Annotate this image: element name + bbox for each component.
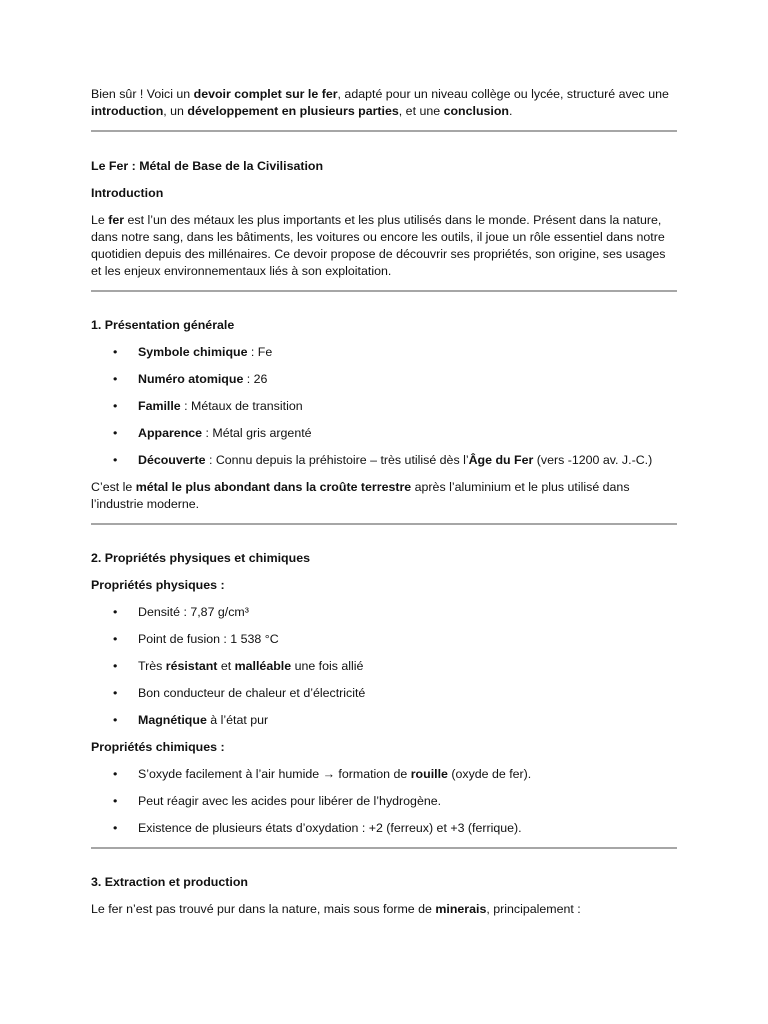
bold-run: développement en plusieurs parties <box>187 104 399 118</box>
item-value: : Connu depuis la préhistoire – très utilisé dès l’ <box>205 453 469 467</box>
text-run: à l’état pur <box>206 713 269 727</box>
text-run: Très <box>138 659 166 673</box>
horizontal-rule <box>91 130 677 132</box>
text-run: C’est le <box>91 480 136 494</box>
section2-heading <box>91 550 677 567</box>
list-item <box>91 371 677 388</box>
text-run: , adapté pour un niveau collège ou lycée, structuré avec une <box>337 87 669 101</box>
text-run: une fois allié <box>291 659 364 673</box>
heading-text: 2. Propriétés physiques et chimiques <box>91 551 310 565</box>
text-run: S’oxyde facilement à l’air humide <box>138 767 323 781</box>
title-text: Le Fer : Métal de Base de la Civilisation <box>91 159 324 173</box>
text-run: , et une <box>398 104 444 118</box>
bold-run: devoir complet sur le fer <box>193 87 338 101</box>
bold-run: malléable <box>234 659 292 673</box>
item-value: : Fe <box>247 345 273 359</box>
bold-run: rouille <box>410 767 448 781</box>
item-value: : Métal gris argenté <box>202 426 312 440</box>
item-value: (vers -1200 av. J.-C.) <box>533 453 653 467</box>
item-label: Symbole chimique <box>138 345 248 359</box>
bold-run: résistant <box>165 659 218 673</box>
text-run: après l’aluminium et le plus utilisé dans l’industrie moderne. <box>91 480 630 511</box>
bold-run: Magnétique <box>138 713 207 727</box>
heading-text: 1. Présentation générale <box>91 318 235 332</box>
heading-text: Propriétés physiques : <box>91 578 225 592</box>
list-item: • Peut réagir avec les acides pour libérer de l’hydrogène. <box>91 793 677 810</box>
section1-heading <box>91 317 677 334</box>
document-body <box>91 86 677 918</box>
item-label: Découverte <box>138 453 206 467</box>
text-run: . <box>508 104 513 118</box>
section3-paragraph <box>91 901 677 918</box>
item-label: Famille <box>138 399 181 413</box>
horizontal-rule <box>91 847 677 849</box>
list-item <box>91 766 677 783</box>
list-item <box>91 344 677 361</box>
heading-text: 3. Extraction et production <box>91 875 248 889</box>
text-run: , un <box>163 104 188 118</box>
text-run: Le fer n’est pas trouvé pur dans la nature, mais sous forme de <box>91 902 436 916</box>
text-run: formation de <box>334 767 411 781</box>
item-label: Numéro atomique <box>138 372 244 386</box>
list-item: • Point de fusion : 1 538 °C <box>91 631 677 648</box>
text-run: est l’un des métaux les plus importants et les plus utilisés dans le monde. Présent dans la nature, dans notre sang, dans les bâtiments, les voitures ou encore les outils, il joue un rôle essentiel dans notre quotidien depuis des millénaires. Ce devoir propose de découvrir ses propriétés, son origine, ses usages et les enjeux environnementaux liés à son exploitation. <box>91 213 666 278</box>
bold-run: Âge du Fer <box>468 453 534 467</box>
introduction-paragraph <box>91 212 677 280</box>
horizontal-rule <box>91 290 677 292</box>
list-item: • Bon conducteur de chaleur et d’électricité <box>91 685 677 702</box>
bold-run: conclusion <box>443 104 509 118</box>
text-run: (oxyde de fer). <box>447 767 532 781</box>
introduction-heading <box>91 185 677 202</box>
chemical-properties-heading <box>91 739 677 756</box>
heading-text: Propriétés chimiques : <box>91 740 225 754</box>
text-run: Le <box>91 213 109 227</box>
right-arrow-icon: → <box>322 767 335 781</box>
document-title <box>91 158 677 175</box>
chemical-properties-list <box>91 766 677 837</box>
section3-heading <box>91 874 677 891</box>
list-item: • Densité : 7,87 g/cm³ <box>91 604 677 621</box>
list-item <box>91 425 677 442</box>
bold-run: métal le plus abondant dans la croûte terrestre <box>135 480 412 494</box>
physical-properties-heading <box>91 577 677 594</box>
item-value: : Métaux de transition <box>180 399 303 413</box>
physical-properties-list <box>91 604 677 729</box>
item-label: Apparence <box>138 426 203 440</box>
text-run: Bien sûr ! Voici un <box>91 87 194 101</box>
list-item: • Existence de plusieurs états d’oxydation : +2 (ferreux) et +3 (ferrique). <box>91 820 677 837</box>
section1-paragraph <box>91 479 677 513</box>
list-item <box>91 712 677 729</box>
text-run: , principalement : <box>486 902 581 916</box>
text-run: et <box>217 659 235 673</box>
bold-run: fer <box>108 213 125 227</box>
intro-paragraph <box>91 86 677 120</box>
horizontal-rule <box>91 523 677 525</box>
bold-run: minerais <box>435 902 487 916</box>
list-item <box>91 398 677 415</box>
list-item <box>91 452 677 469</box>
heading-text: Introduction <box>91 186 164 200</box>
item-value: : 26 <box>243 372 268 386</box>
section1-list <box>91 344 677 469</box>
list-item <box>91 658 677 675</box>
bold-run: introduction <box>91 104 164 118</box>
